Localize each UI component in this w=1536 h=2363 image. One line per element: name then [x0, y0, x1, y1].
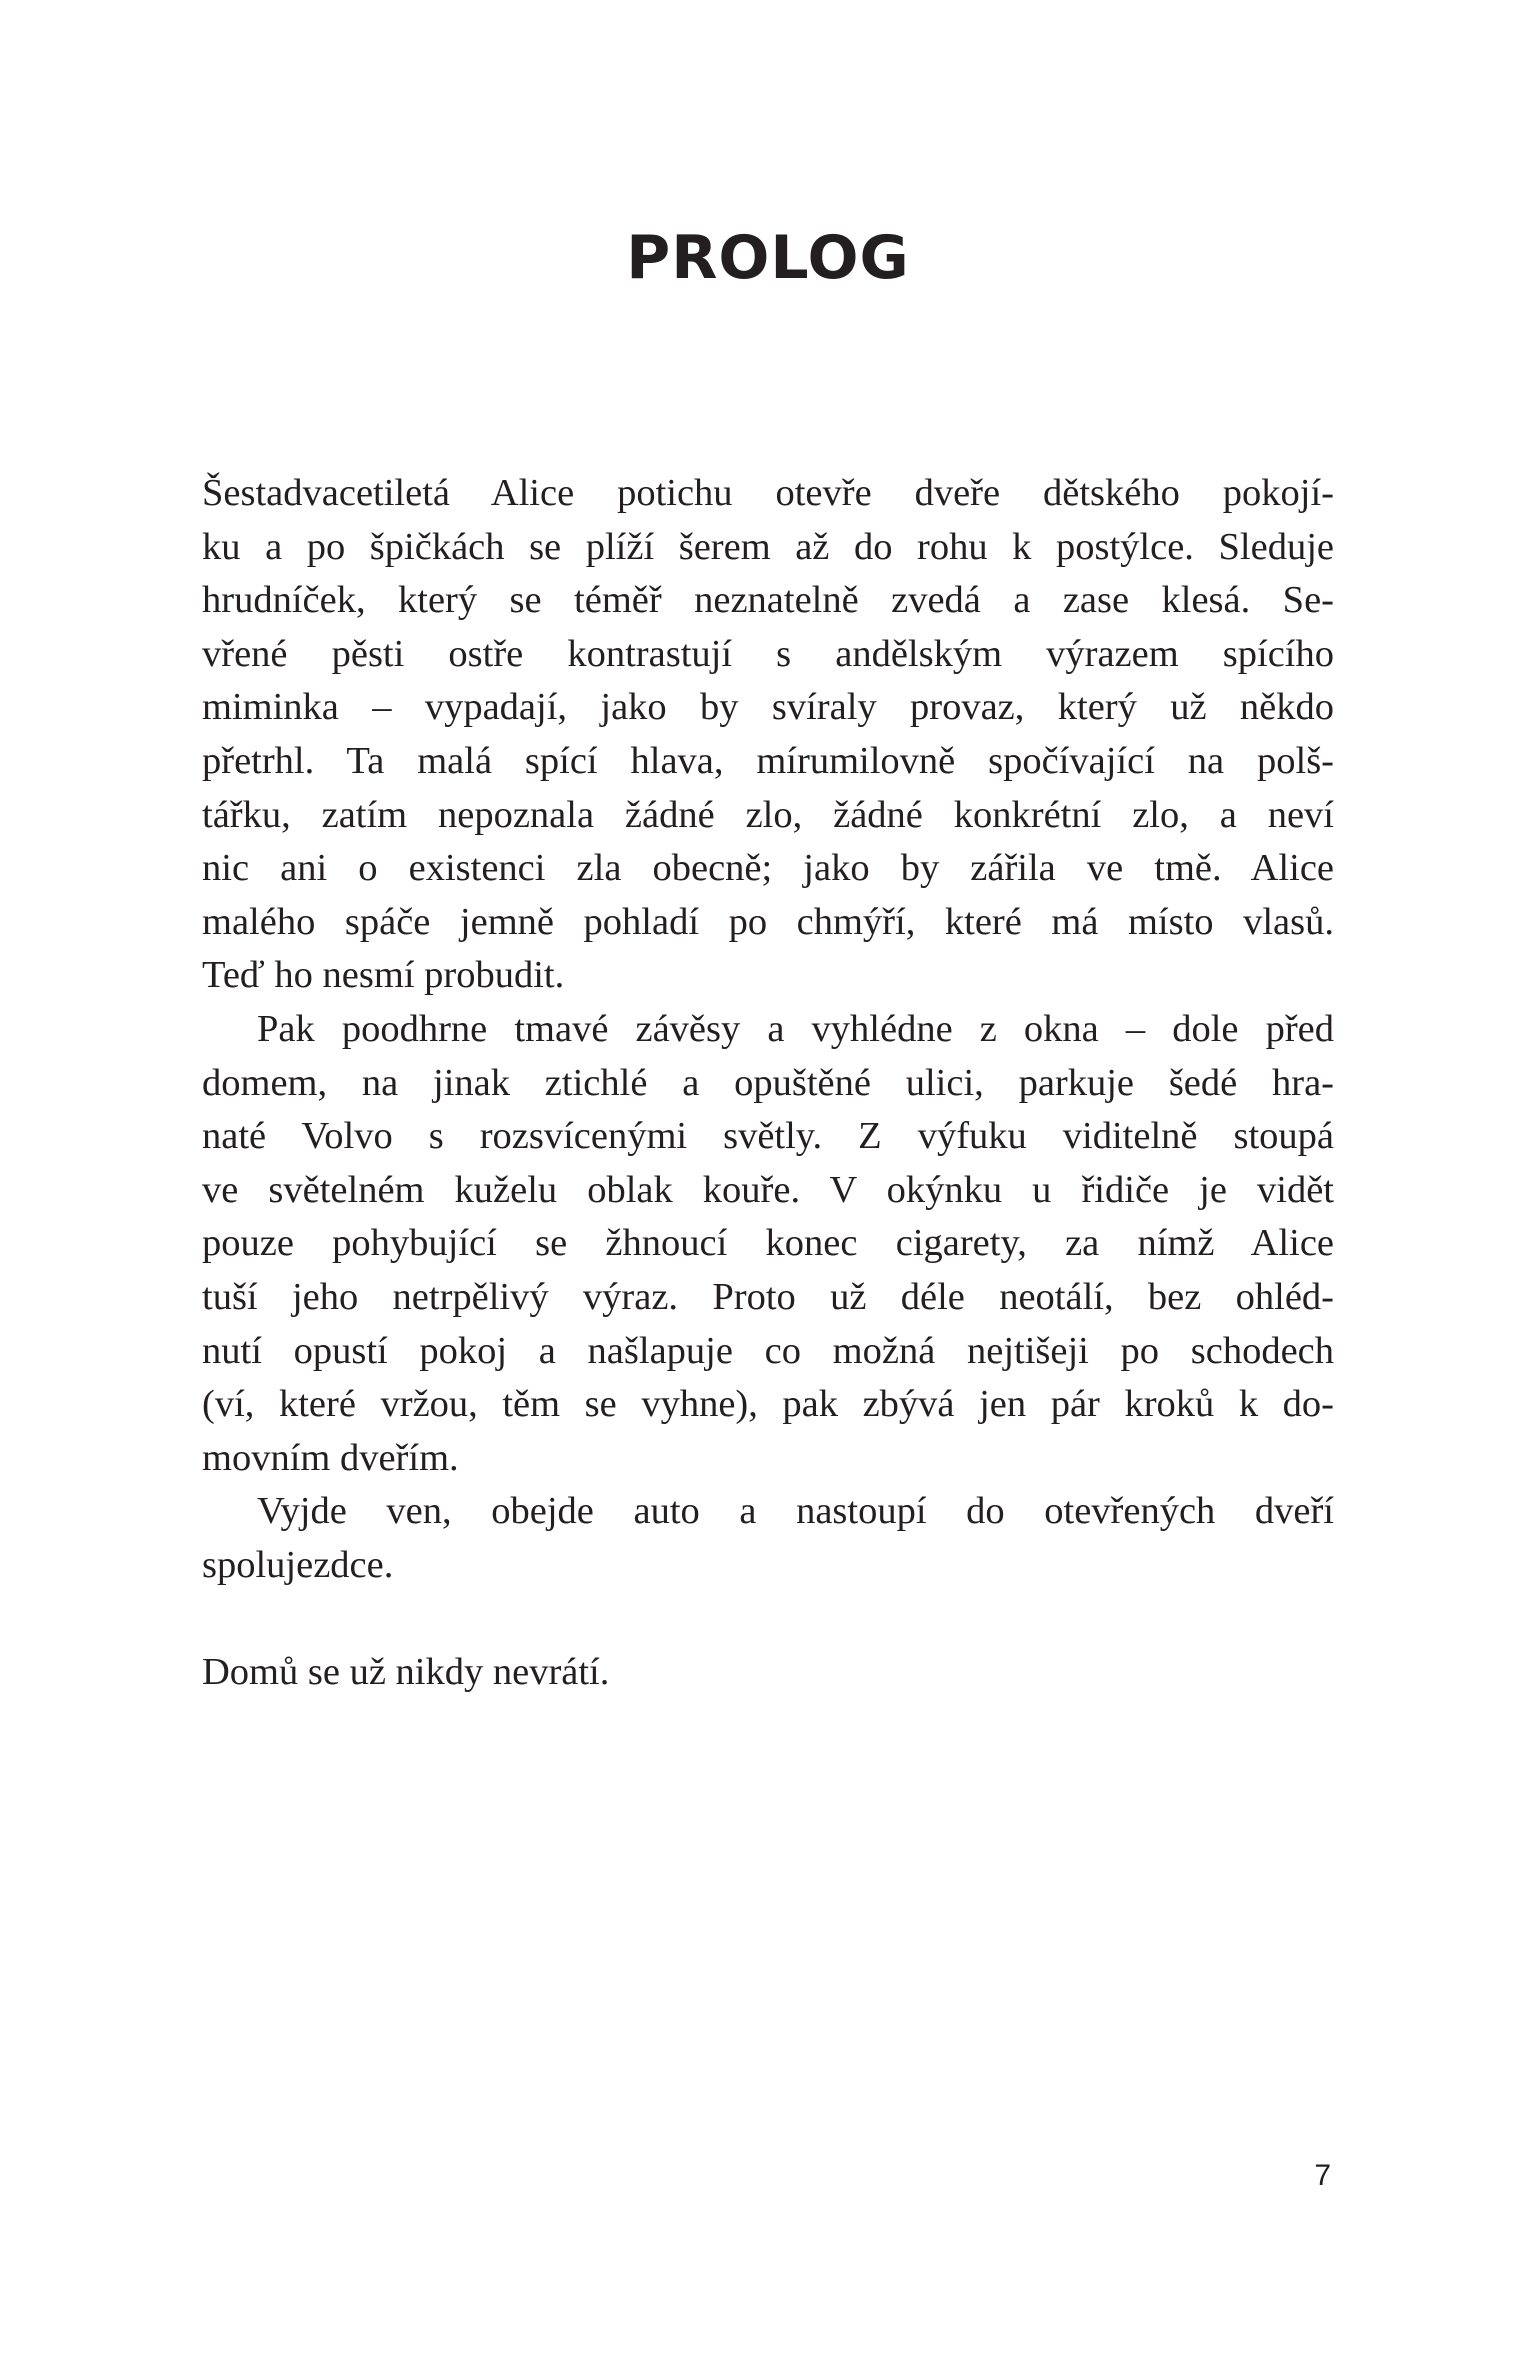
text-line: spolujezdce.	[202, 1543, 394, 1586]
chapter-title: PROLOG	[626, 223, 910, 293]
text-line: Šestadvacetiletá Alice potichu otevře dveře dětského pokojí-	[202, 472, 1334, 514]
text-line: přetrhl. Ta malá spící hlava, mírumilovně spočívající na polš-	[202, 739, 1334, 782]
text-line: nutí opustí pokoj a našlapuje co možná nejtišeji po schodech	[202, 1329, 1334, 1372]
text-line: tářku, zatím nepoznala žádné zlo, žádné konkrétní zlo, a neví	[202, 793, 1334, 836]
page-number: 7	[1314, 2159, 1331, 2192]
text-line: ku a po špičkách se plíží šerem až do rohu k postýlce. Sleduje	[202, 525, 1334, 568]
text-line: Vyjde ven, obejde auto a nastoupí do otevřených dveří	[257, 1490, 1334, 1533]
text-line: vřené pěsti ostře kontrastují s andělským výrazem spícího	[202, 632, 1334, 675]
paragraph-2	[202, 1003, 1334, 1485]
text-line: naté Volvo s rozsvícenými světly. Z výfuku viditelně stoupá	[202, 1115, 1334, 1158]
text-line: nic ani o existenci zla obecně; jako by zářila ve tmě. Alice	[202, 847, 1334, 890]
text-line: Teď ho nesmí probudit.	[202, 954, 565, 997]
paragraph-3	[202, 1485, 1334, 1592]
text-line: Pak poodhrne tmavé závěsy a vyhlédne z okna – dole před	[257, 1007, 1334, 1050]
section-break	[202, 1592, 1334, 1646]
text-line: malého spáče jemně pohladí po chmýří, které má místo vlasů.	[202, 900, 1334, 943]
paragraph-1	[202, 467, 1334, 1003]
text-line: miminka – vypadají, jako by svíraly provaz, který už někdo	[202, 686, 1334, 729]
text-line: Domů se už nikdy nevrátí.	[202, 1651, 610, 1694]
text-line: pouze pohybující se žhnoucí konec cigarety, za nímž Alice	[202, 1222, 1334, 1265]
text-line: (ví, které vržou, těm se vyhne), pak zbývá jen pár kroků k do-	[202, 1383, 1334, 1426]
text-line: tuší jeho netrpělivý výraz. Proto už déle neotálí, bez ohléd-	[202, 1275, 1334, 1318]
text-line: ve světelném kuželu oblak kouře. V okýnku u řidiče je vidět	[202, 1168, 1334, 1211]
chapter-body	[202, 467, 1334, 1700]
text-line: hrudníček, který se téměř neznatelně zvedá a zase klesá. Se-	[202, 579, 1334, 622]
text-line: domem, na jinak ztichlé a opuštěné ulici, parkuje šedé hra-	[202, 1061, 1334, 1104]
text-line: movním dveřím.	[202, 1436, 459, 1479]
paragraph-4	[202, 1646, 1334, 1700]
